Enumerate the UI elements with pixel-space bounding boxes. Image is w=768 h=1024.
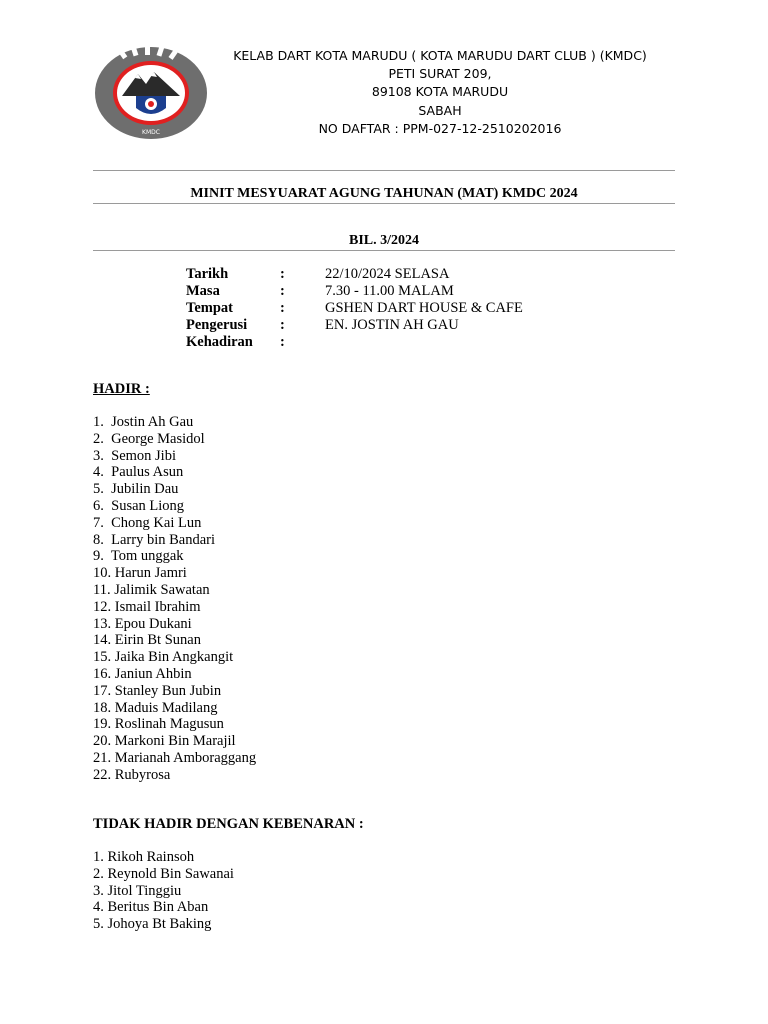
list-item: 22. Rubyrosa (93, 766, 171, 783)
list-item: 10. Harun Jamri (93, 565, 187, 582)
info-label: Masa (186, 283, 220, 299)
info-separator: : (280, 317, 285, 333)
info-separator: : (280, 300, 285, 316)
list-item: 1. Jostin Ah Gau (93, 414, 194, 430)
club-logo (94, 46, 208, 140)
list-item: 4. Beritus Bin Aban (93, 899, 209, 916)
info-value: 22/10/2024 SELASA (325, 266, 450, 282)
list-item: 3. Semon Jibi (93, 447, 176, 464)
list-item: 20. Markoni Bin Marajil (93, 733, 236, 750)
info-label: Pengerusi (186, 317, 248, 333)
list-item: 5. Jubilin Dau (93, 481, 179, 498)
svg-text:KMDC: KMDC (142, 129, 160, 136)
info-label: Tempat (186, 300, 233, 316)
present-heading: HADIR : (93, 381, 150, 397)
info-row-date (186, 266, 523, 283)
org-po-box: PETI SURAT 209, (388, 66, 492, 82)
absent-list (93, 849, 234, 933)
list-item: 5. Johoya Bt Baking (93, 916, 212, 933)
meeting-info (186, 266, 523, 351)
list-item: 8. Larry bin Bandari (93, 531, 216, 548)
list-item: 2. Reynold Bin Sawanai (93, 865, 234, 882)
divider-number (93, 250, 675, 251)
organization-header (200, 47, 680, 138)
info-row-time (186, 283, 523, 300)
list-item: 16. Janiun Ahbin (93, 665, 192, 682)
divider-top (93, 170, 675, 171)
document-title: MINIT MESYUARAT AGUNG TAHUNAN (MAT) KMDC 2024 (190, 186, 578, 201)
list-item: 11. Jalimik Sawatan (93, 581, 210, 598)
list-item: 7. Chong Kai Lun (93, 514, 202, 531)
list-item: 2. George Masidol (93, 430, 205, 447)
info-value: GSHEN DART HOUSE & CAFE (325, 300, 523, 316)
list-item: 21. Marianah Amboraggang (93, 749, 257, 766)
info-separator: : (280, 334, 285, 350)
info-row-chairperson (186, 317, 523, 334)
info-separator: : (280, 266, 285, 282)
info-row-venue (186, 300, 523, 317)
org-name: KELAB DART KOTA MARUDU ( KOTA MARUDU DART CLUB ) (KMDC) (233, 48, 647, 63)
info-value: 7.30 - 11.00 MALAM (325, 283, 454, 299)
list-item: 3. Jitol Tinggiu (93, 882, 182, 899)
list-item: 18. Maduis Madilang (93, 699, 218, 716)
org-state: SABAH (418, 102, 462, 118)
list-item: 12. Ismail Ibrahim (93, 598, 201, 615)
org-registration: NO DAFTAR : PPM-027-12-2510202016 (318, 120, 562, 136)
info-separator: : (280, 283, 285, 299)
info-label: Tarikh (186, 266, 229, 282)
info-row-attendance (186, 334, 523, 351)
list-item: 19. Roslinah Magusun (93, 716, 224, 733)
meeting-number: BIL. 3/2024 (348, 233, 419, 248)
org-postcode-town: 89108 KOTA MARUDU (371, 84, 509, 100)
absent-heading: TIDAK HADIR DENGAN KEBENARAN : (93, 816, 364, 832)
list-item: 13. Epou Dukani (93, 615, 192, 632)
divider-title (93, 203, 675, 204)
info-value: EN. JOSTIN AH GAU (325, 317, 459, 333)
list-item: 1. Rikoh Rainsoh (93, 849, 195, 865)
list-item: 6. Susan Liong (93, 497, 185, 514)
list-item: 15. Jaika Bin Angkangit (93, 649, 234, 666)
list-item: 14. Eirin Bt Sunan (93, 632, 201, 649)
list-item: 17. Stanley Bun Jubin (93, 682, 222, 699)
info-label: Kehadiran (186, 334, 253, 350)
present-list (93, 414, 256, 784)
list-item: 4. Paulus Asun (93, 464, 184, 481)
list-item: 9. Tom unggak (93, 548, 184, 565)
